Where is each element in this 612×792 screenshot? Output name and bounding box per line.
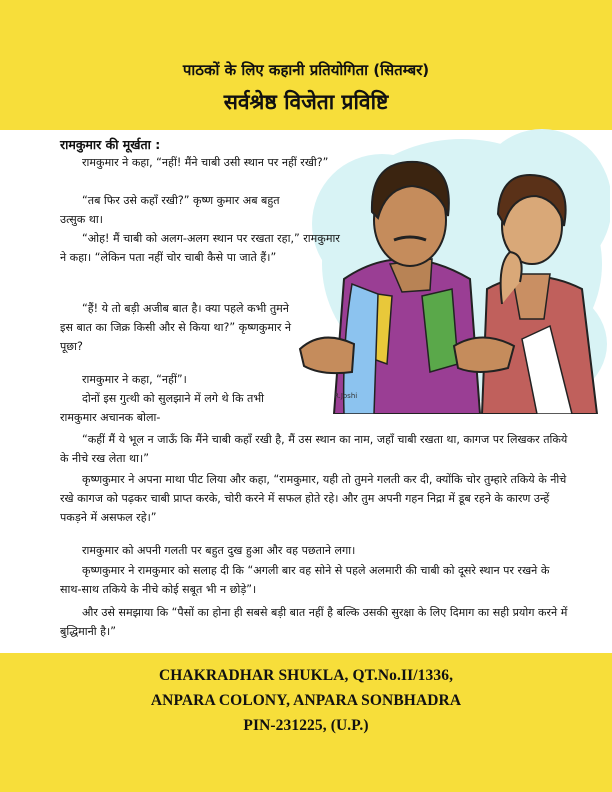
story-paragraph: दोनों इस गुत्थी को सुलझाने में लगे थे कि तभी रामकुमार अचानक बोला- bbox=[60, 392, 265, 425]
artist-signature: R.Joshi bbox=[334, 392, 358, 400]
contest-title: पाठकों के लिए कहानी प्रतियोगिता (सितम्बर) bbox=[182, 61, 430, 79]
story-title: रामकुमार की मूर्खता : bbox=[60, 137, 161, 152]
winner-title: सर्वश्रेष्ठ विजेता प्रविष्टि bbox=[223, 90, 389, 114]
story-paragraph: रामकुमार ने कहा, “नहीं! मैंने चाबी उसी स्थान पर नहीं रखी?” bbox=[82, 156, 329, 169]
story-paragraph: कृष्णकुमार ने रामकुमार को सलाह दी कि “अगली बार वह सोने से पहले अलमारी की चाबी को दूसरे स्थान पर रखने के साथ-साथ तकिये के नीचे कोई सबूत भी न छोड़े”। bbox=[60, 564, 550, 597]
story-paragraph: कृष्णकुमार ने अपना माथा पीट लिया और कहा, “रामकुमार, यही तो तुमने गलती कर दी, क्योंकि चोर तुम्हारे तकिये के नीचे रखे कागज को पढ़कर चाबी प्राप्त करके, चोरी करने में सफल होते रहे। और तुम अपनी गहन निद्रा में डूब रहने के कारण उन्हें पकड़ने में असफल रहे।” bbox=[60, 473, 567, 525]
story-paragraph: “कहीं मैं ये भूल न जाऊँ कि मैंने चाबी कहाँ रखी है, मैं उस स्थान का नाम, जहाँ चाबी रखता था, कागज पर लिखकर तकिये के नीचे रख लेता था।” bbox=[60, 433, 568, 466]
author-line-1: CHAKRADHAR SHUKLA, QT.No.II/1336, bbox=[158, 667, 454, 684]
author-line-2: ANPARA COLONY, ANPARA SONBHADRA bbox=[150, 692, 462, 709]
story-paragraph: “तब फिर उसे कहाँ रखी?” कृष्ण कुमार अब बहुत उत्सुक था। bbox=[60, 194, 280, 227]
story-paragraph: “हैं! ये तो बड़ी अजीब बात है। क्या पहले कभी तुमने इस बात का जिक्र किसी और से किया था?” कृष्णकुमार ने पूछा? bbox=[60, 302, 292, 354]
author-line-3: PIN-231225, (U.P.) bbox=[243, 717, 369, 734]
story-paragraph: रामकुमार को अपनी गलती पर बहुत दुख हुआ और वह पछताने लगा। bbox=[82, 544, 356, 557]
story-paragraph: रामकुमार ने कहा, “नहीं”। bbox=[82, 373, 187, 386]
story-paragraph: और उसे समझाया कि “पैसों का होना ही सबसे बड़ी बात नहीं है बल्कि उसकी सुरक्षा के लिए दिमाग का सही प्रयोग करने में बुद्धिमानी है।” bbox=[60, 606, 568, 639]
story-paragraph: “ओह! मैं चाबी को अलग-अलग स्थान पर रखता रहा,” रामकुमार ने कहा। “लेकिन पता नहीं चोर चाबी कैसे पा जाते हैं।” bbox=[60, 232, 340, 265]
